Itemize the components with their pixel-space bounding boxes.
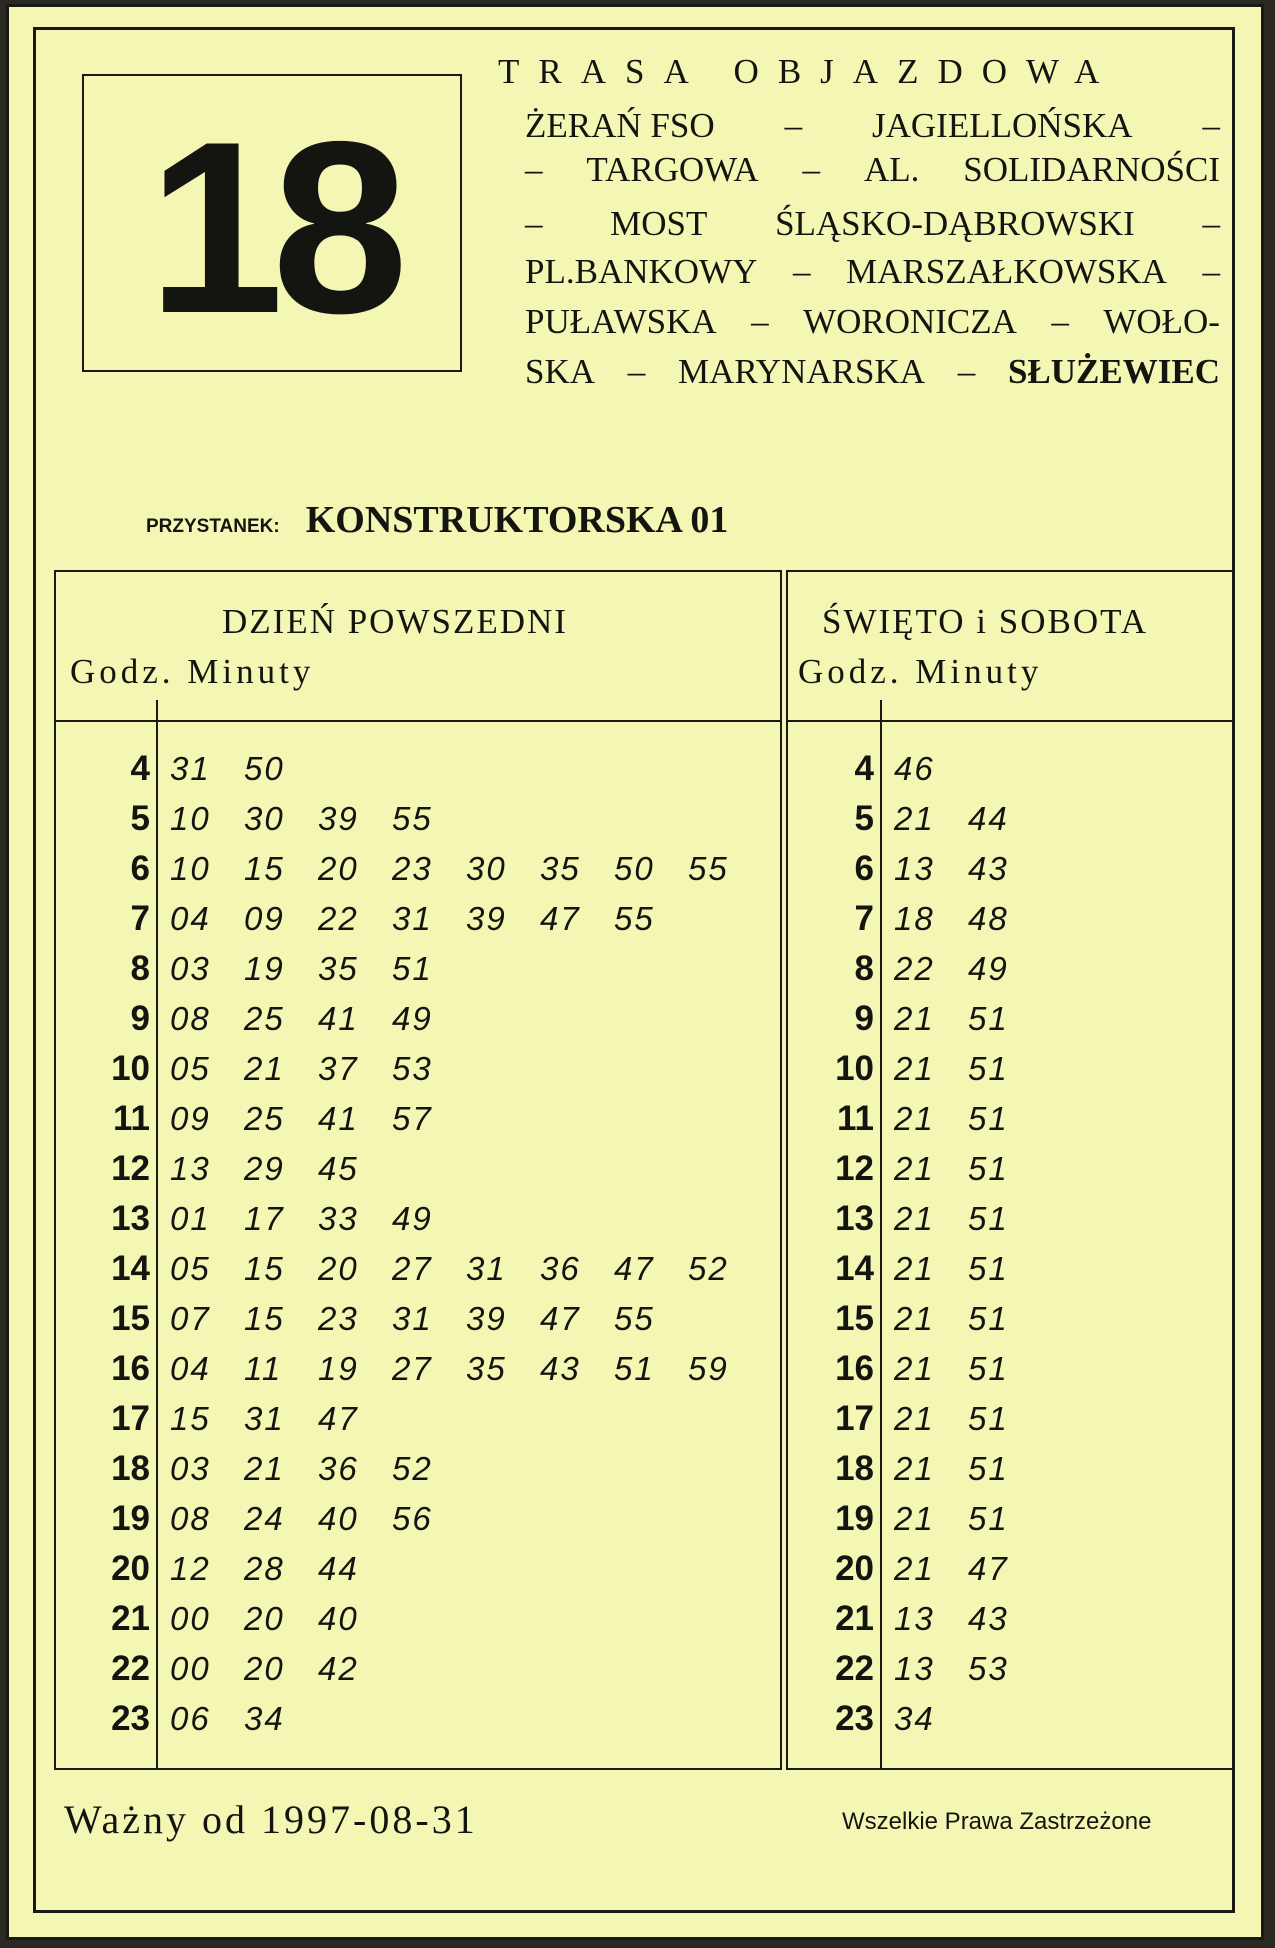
holiday-header: ŚWIĘTO i SOBOTA <box>822 602 1148 641</box>
departure-minute: 21 <box>894 1550 935 1587</box>
route-segment: ŚLĄSKO-DĄBROWSKI <box>775 204 1135 243</box>
hour-cell: 13 <box>835 1199 874 1238</box>
departure-minute: 01 <box>170 1200 211 1237</box>
route-number: 18 <box>147 89 397 364</box>
departure-minute: 51 <box>968 1250 1009 1287</box>
hour-cell: 9 <box>130 999 150 1038</box>
rights-notice: Wszelkie Prawa Zastrzeżone <box>842 1808 1152 1835</box>
route-segment: ŻERAŃ FSO <box>525 106 715 145</box>
departure-minute: 03 <box>170 1450 211 1487</box>
schedule-row <box>794 844 1042 894</box>
departure-minute: 31 <box>392 900 433 937</box>
schedule-row <box>794 1594 1042 1644</box>
departure-minute: 21 <box>894 1100 935 1137</box>
schedule-row <box>794 994 1042 1044</box>
departure-minute: 17 <box>244 1200 285 1237</box>
route-line <box>525 352 1220 392</box>
hour-cell: 23 <box>111 1699 150 1738</box>
hour-cell: 5 <box>130 799 150 838</box>
departure-minute: 20 <box>318 850 359 887</box>
hour-cell: 10 <box>835 1049 874 1088</box>
departure-minute: 34 <box>244 1700 285 1737</box>
schedule-row <box>70 944 762 994</box>
schedule-row <box>794 1094 1042 1144</box>
departure-minute: 20 <box>318 1250 359 1287</box>
minutes-cell <box>170 900 688 938</box>
hour-cell: 19 <box>111 1499 150 1538</box>
departure-minute: 35 <box>540 850 581 887</box>
minutes-cell <box>894 1350 1042 1388</box>
departure-minute: 55 <box>392 800 433 837</box>
header-rule-weekday <box>56 720 780 722</box>
route-segment: MARSZAŁKOWSKA <box>846 252 1167 291</box>
departure-minute: 08 <box>170 1000 211 1037</box>
minutes-cell <box>894 1050 1042 1088</box>
route-segment: – <box>627 352 646 391</box>
departure-minute: 19 <box>318 1350 359 1387</box>
departure-minute: 41 <box>318 1000 359 1037</box>
hour-cell: 23 <box>835 1699 874 1738</box>
route-segment: – <box>1202 106 1220 145</box>
departure-minute: 35 <box>318 950 359 987</box>
departure-minute: 23 <box>392 850 433 887</box>
departure-minute: 03 <box>170 950 211 987</box>
schedule-row <box>70 794 762 844</box>
route-line <box>525 204 1220 244</box>
hour-cell: 22 <box>835 1649 874 1688</box>
minutes-cell <box>170 1600 392 1638</box>
departure-minute: 09 <box>244 900 285 937</box>
departure-minute: 49 <box>968 950 1009 987</box>
departure-minute: 51 <box>968 1000 1009 1037</box>
schedule-row <box>794 1144 1042 1194</box>
schedule-row <box>794 894 1042 944</box>
minutes-cell <box>894 850 1042 888</box>
route-segment: WORONICZA <box>803 302 1017 341</box>
minutes-cell <box>894 1550 1042 1588</box>
departure-minute: 13 <box>894 1650 935 1687</box>
schedule-row <box>794 944 1042 994</box>
schedule-row <box>70 1594 762 1644</box>
route-number-box <box>82 74 462 372</box>
departure-minute: 55 <box>688 850 729 887</box>
route-segment: PUŁAWSKA <box>525 302 717 341</box>
departure-minute: 05 <box>170 1250 211 1287</box>
departure-minute: 04 <box>170 1350 211 1387</box>
minutes-cell <box>894 1600 1042 1638</box>
departure-minute: 51 <box>968 1300 1009 1337</box>
minutes-cell <box>894 1250 1042 1288</box>
schedule-row <box>70 844 762 894</box>
departure-minute: 25 <box>244 1100 285 1137</box>
departure-minute: 21 <box>894 1200 935 1237</box>
minutes-cell <box>894 750 968 788</box>
departure-minute: 49 <box>392 1200 433 1237</box>
minutes-cell <box>894 1400 1042 1438</box>
departure-minute: 31 <box>170 750 211 787</box>
departure-minute: 35 <box>466 1350 507 1387</box>
hour-cell: 18 <box>111 1449 150 1488</box>
minutes-cell <box>894 1200 1042 1238</box>
departure-minute: 40 <box>318 1500 359 1537</box>
minutes-cell <box>170 950 466 988</box>
departure-minute: 57 <box>392 1100 433 1137</box>
minutes-cell <box>170 1000 466 1038</box>
holiday-schedule <box>794 744 1042 1744</box>
departure-minute: 47 <box>614 1250 655 1287</box>
schedule-row <box>794 1444 1042 1494</box>
header-rule-holiday <box>788 720 1232 722</box>
route-segment: MARYNARSKA <box>678 352 925 391</box>
schedule-row <box>70 1444 762 1494</box>
departure-minute: 56 <box>392 1500 433 1537</box>
schedule-row <box>794 1644 1042 1694</box>
departure-minute: 51 <box>968 1450 1009 1487</box>
departure-minute: 27 <box>392 1350 433 1387</box>
departure-minute: 47 <box>318 1400 359 1437</box>
minutes-cell <box>170 1050 466 1088</box>
minutes-cell <box>170 1200 466 1238</box>
route-segment: – <box>1202 252 1220 291</box>
departure-minute: 37 <box>318 1050 359 1087</box>
hour-cell: 5 <box>854 799 874 838</box>
hour-cell: 16 <box>835 1349 874 1388</box>
schedule-row <box>70 1044 762 1094</box>
departure-minute: 50 <box>244 750 285 787</box>
minutes-cell <box>894 1450 1042 1488</box>
departure-minute: 44 <box>968 800 1009 837</box>
schedule-row <box>794 1344 1042 1394</box>
hour-cell: 14 <box>111 1249 150 1288</box>
minutes-cell <box>170 1400 392 1438</box>
departure-minute: 55 <box>614 900 655 937</box>
departure-minute: 05 <box>170 1050 211 1087</box>
departure-minute: 21 <box>894 1450 935 1487</box>
minutes-cell <box>894 900 1042 938</box>
schedule-row <box>794 794 1042 844</box>
weekday-subheader: Godz. Minuty <box>70 652 315 691</box>
departure-minute: 42 <box>318 1650 359 1687</box>
minutes-cell <box>170 850 762 888</box>
minutes-cell <box>170 1350 762 1388</box>
departure-minute: 20 <box>244 1650 285 1687</box>
hour-cell: 11 <box>837 1099 874 1138</box>
weekday-header: DZIEŃ POWSZEDNI <box>222 602 568 641</box>
hour-cell: 20 <box>111 1549 150 1588</box>
hour-cell: 17 <box>111 1399 150 1438</box>
hour-cell: 6 <box>130 849 150 888</box>
departure-minute: 51 <box>968 1100 1009 1137</box>
departure-minute: 21 <box>894 800 935 837</box>
route-line <box>525 150 1220 190</box>
route-segment: – <box>1202 204 1220 243</box>
valid-from: Ważny od 1997-08-31 <box>64 1797 478 1842</box>
schedule-row <box>794 1044 1042 1094</box>
departure-minute: 31 <box>244 1400 285 1437</box>
schedule-row <box>794 1394 1042 1444</box>
hour-cell: 4 <box>854 749 874 788</box>
route-segment: – <box>957 352 976 391</box>
stop-name: KONSTRUKTORSKA 01 <box>305 499 729 541</box>
hour-cell: 7 <box>130 899 150 938</box>
hour-cell: 6 <box>854 849 874 888</box>
minutes-cell <box>894 1300 1042 1338</box>
departure-minute: 33 <box>318 1200 359 1237</box>
departure-minute: 21 <box>894 1350 935 1387</box>
schedule-row <box>794 1194 1042 1244</box>
schedule-row <box>70 1194 762 1244</box>
minutes-cell <box>170 1250 762 1288</box>
departure-minute: 43 <box>540 1350 581 1387</box>
schedule-row <box>794 1494 1042 1544</box>
departure-minute: 10 <box>170 850 211 887</box>
departure-minute: 43 <box>968 1600 1009 1637</box>
schedule-row <box>70 1694 762 1744</box>
departure-minute: 39 <box>466 1300 507 1337</box>
minutes-cell <box>894 1650 1042 1688</box>
departure-minute: 13 <box>170 1150 211 1187</box>
route-segment: SOLIDARNOŚCI <box>963 150 1220 189</box>
departure-minute: 29 <box>244 1150 285 1187</box>
hour-cell: 21 <box>835 1599 874 1638</box>
schedule-row <box>70 1494 762 1544</box>
hour-cell: 14 <box>835 1249 874 1288</box>
departure-minute: 39 <box>318 800 359 837</box>
departure-minute: 24 <box>244 1500 285 1537</box>
minutes-cell <box>894 1700 968 1738</box>
departure-minute: 21 <box>894 1050 935 1087</box>
departure-minute: 21 <box>894 1300 935 1337</box>
departure-minute: 51 <box>968 1400 1009 1437</box>
schedule-row <box>70 1644 762 1694</box>
hour-cell: 8 <box>130 949 150 988</box>
departure-minute: 51 <box>968 1200 1009 1237</box>
departure-minute: 21 <box>894 1000 935 1037</box>
schedule-row <box>70 1344 762 1394</box>
stop-row <box>146 498 728 542</box>
hour-cell: 8 <box>854 949 874 988</box>
departure-minute: 21 <box>894 1250 935 1287</box>
minutes-cell <box>170 1100 466 1138</box>
departure-minute: 31 <box>392 1300 433 1337</box>
departure-minute: 22 <box>894 950 935 987</box>
departure-minute: 15 <box>244 1250 285 1287</box>
hour-cell: 19 <box>835 1499 874 1538</box>
departure-minute: 07 <box>170 1300 211 1337</box>
departure-minute: 44 <box>318 1550 359 1587</box>
departure-minute: 25 <box>244 1000 285 1037</box>
route-segment: MOST <box>610 204 708 243</box>
departure-minute: 10 <box>170 800 211 837</box>
minutes-cell <box>170 1300 688 1338</box>
hour-cell: 13 <box>111 1199 150 1238</box>
hour-cell: 11 <box>113 1099 150 1138</box>
route-segment: SŁUŻEWIEC <box>1007 352 1220 391</box>
departure-minute: 23 <box>318 1300 359 1337</box>
hour-cell: 22 <box>111 1649 150 1688</box>
minutes-cell <box>170 1450 466 1488</box>
departure-minute: 20 <box>244 1600 285 1637</box>
departure-minute: 53 <box>968 1650 1009 1687</box>
departure-minute: 11 <box>244 1350 283 1387</box>
route-segment: SKA <box>525 352 596 391</box>
hour-cell: 7 <box>854 899 874 938</box>
departure-minute: 59 <box>688 1350 729 1387</box>
minutes-cell <box>894 800 1042 838</box>
departure-minute: 15 <box>244 1300 285 1337</box>
departure-minute: 27 <box>392 1250 433 1287</box>
departure-minute: 21 <box>894 1150 935 1187</box>
minutes-cell <box>170 800 466 838</box>
departure-minute: 47 <box>968 1550 1009 1587</box>
minutes-cell <box>170 1700 318 1738</box>
departure-minute: 47 <box>540 900 581 937</box>
departure-minute: 48 <box>968 900 1009 937</box>
hour-cell: 10 <box>111 1049 150 1088</box>
stop-label: PRZYSTANEK: <box>146 516 280 537</box>
route-line <box>525 302 1220 342</box>
minutes-cell <box>170 750 318 788</box>
minutes-cell <box>894 1500 1042 1538</box>
route-segment: – <box>1051 302 1069 341</box>
departure-minute: 21 <box>894 1400 935 1437</box>
hour-cell: 15 <box>111 1299 150 1338</box>
departure-minute: 00 <box>170 1600 211 1637</box>
schedule-row <box>794 1544 1042 1594</box>
hour-cell: 12 <box>111 1149 150 1188</box>
schedule-row <box>70 1144 762 1194</box>
departure-minute: 46 <box>894 750 935 787</box>
departure-minute: 13 <box>894 850 935 887</box>
schedule-row <box>70 1394 762 1444</box>
departure-minute: 19 <box>244 950 285 987</box>
minutes-cell <box>894 950 1042 988</box>
departure-minute: 53 <box>392 1050 433 1087</box>
departure-minute: 50 <box>614 850 655 887</box>
hour-cell: 4 <box>130 749 150 788</box>
departure-minute: 00 <box>170 1650 211 1687</box>
route-segment: WOŁO- <box>1103 302 1220 341</box>
departure-minute: 51 <box>392 950 433 987</box>
hour-cell: 16 <box>111 1349 150 1388</box>
departure-minute: 08 <box>170 1500 211 1537</box>
schedule-row <box>794 1244 1042 1294</box>
schedule-row <box>794 1694 1042 1744</box>
schedule-row <box>70 994 762 1044</box>
minutes-cell <box>894 1150 1042 1188</box>
departure-minute: 52 <box>392 1450 433 1487</box>
route-segment: – <box>784 106 803 145</box>
departure-minute: 21 <box>244 1450 285 1487</box>
departure-minute: 39 <box>466 900 507 937</box>
route-segment: – <box>525 204 543 243</box>
schedule-row <box>70 1294 762 1344</box>
hour-cell: 17 <box>835 1399 874 1438</box>
departure-minute: 36 <box>318 1450 359 1487</box>
minutes-cell <box>170 1500 466 1538</box>
departure-minute: 28 <box>244 1550 285 1587</box>
departure-minute: 40 <box>318 1600 359 1637</box>
hour-cell: 18 <box>835 1449 874 1488</box>
schedule-row <box>794 1294 1042 1344</box>
departure-minute: 13 <box>894 1600 935 1637</box>
schedule-row <box>70 1244 762 1294</box>
hour-cell: 21 <box>111 1599 150 1638</box>
schedule-row <box>70 1094 762 1144</box>
holiday-subheader: Godz. Minuty <box>798 652 1043 691</box>
departure-minute: 36 <box>540 1250 581 1287</box>
detour-title: TRASA OBJAZDOWA <box>498 52 1119 91</box>
route-line <box>525 252 1220 292</box>
hour-cell: 20 <box>835 1549 874 1588</box>
departure-minute: 51 <box>968 1050 1009 1087</box>
minutes-cell <box>170 1650 392 1688</box>
minutes-cell <box>894 1000 1042 1038</box>
departure-minute: 47 <box>540 1300 581 1337</box>
departure-minute: 30 <box>466 850 507 887</box>
route-line <box>525 106 1220 146</box>
departure-minute: 41 <box>318 1100 359 1137</box>
departure-minute: 51 <box>614 1350 655 1387</box>
departure-minute: 06 <box>170 1700 211 1737</box>
departure-minute: 21 <box>244 1050 285 1087</box>
route-segment: – <box>792 252 811 291</box>
departure-minute: 15 <box>244 850 285 887</box>
departure-minute: 31 <box>466 1250 507 1287</box>
departure-minute: 04 <box>170 900 211 937</box>
minutes-cell <box>894 1100 1042 1138</box>
departure-minute: 18 <box>894 900 935 937</box>
departure-minute: 21 <box>894 1500 935 1537</box>
route-segment: – <box>525 150 543 189</box>
hour-cell: 12 <box>835 1149 874 1188</box>
departure-minute: 34 <box>894 1700 935 1737</box>
departure-minute: 45 <box>318 1150 359 1187</box>
minutes-cell <box>170 1150 392 1188</box>
hour-cell: 15 <box>835 1299 874 1338</box>
route-segment: TARGOWA <box>586 150 759 189</box>
departure-minute: 51 <box>968 1350 1009 1387</box>
schedule-row <box>70 1544 762 1594</box>
route-segment: – <box>751 302 769 341</box>
weekday-schedule <box>70 744 762 1744</box>
departure-minute: 52 <box>688 1250 729 1287</box>
departure-minute: 09 <box>170 1100 211 1137</box>
departure-minute: 51 <box>968 1150 1009 1187</box>
departure-minute: 55 <box>614 1300 655 1337</box>
schedule-row <box>70 744 762 794</box>
route-segment: PL.BANKOWY <box>525 252 758 291</box>
departure-minute: 12 <box>170 1550 211 1587</box>
hour-cell: 9 <box>854 999 874 1038</box>
departure-minute: 49 <box>392 1000 433 1037</box>
route-segment: JAGIELLOŃSKA <box>872 106 1133 145</box>
route-segment: AL. <box>863 150 920 189</box>
schedule-row <box>794 744 1042 794</box>
route-segment: – <box>802 150 821 189</box>
departure-minute: 22 <box>318 900 359 937</box>
column-divider <box>780 570 788 1770</box>
schedule-row <box>70 894 762 944</box>
departure-minute: 43 <box>968 850 1009 887</box>
departure-minute: 51 <box>968 1500 1009 1537</box>
departure-minute: 15 <box>170 1400 211 1437</box>
departure-minute: 30 <box>244 800 285 837</box>
minutes-cell <box>170 1550 392 1588</box>
